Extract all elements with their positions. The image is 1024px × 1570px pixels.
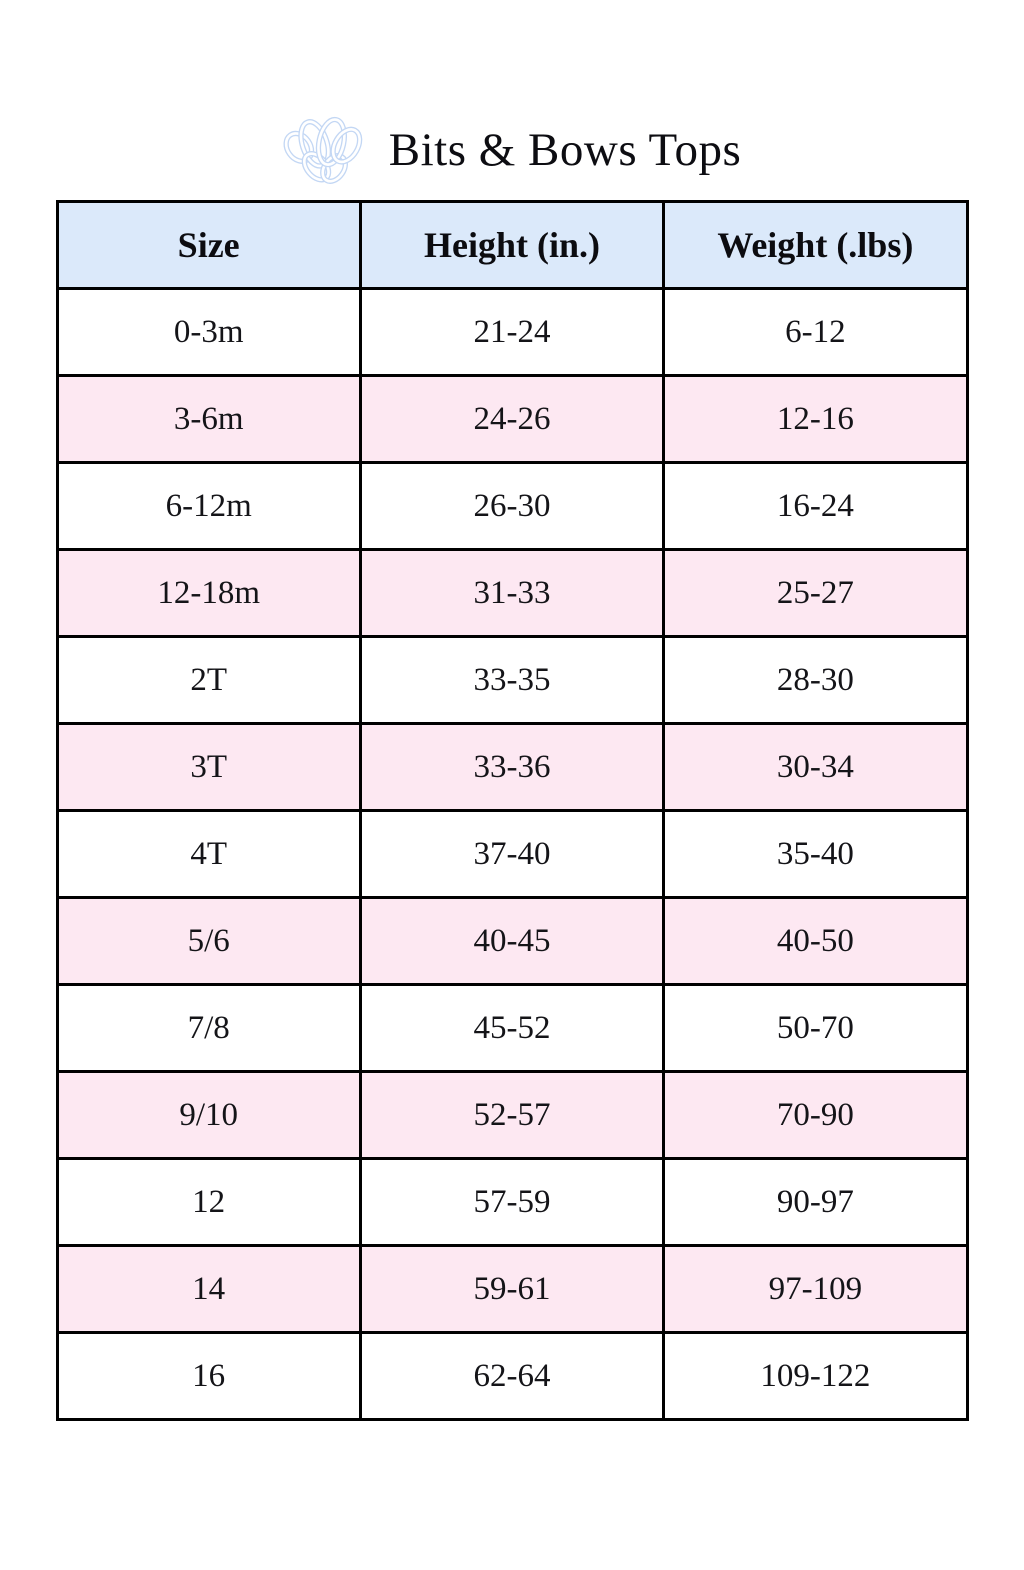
weight-cell: 97-109 bbox=[664, 1246, 967, 1333]
size-cell: 12-18m bbox=[57, 550, 360, 637]
size-cell: 12 bbox=[57, 1159, 360, 1246]
height-cell: 62-64 bbox=[360, 1333, 663, 1420]
header-row bbox=[57, 202, 967, 289]
size-cell: 2T bbox=[57, 637, 360, 724]
weight-cell: 90-97 bbox=[664, 1159, 967, 1246]
size-cell: 14 bbox=[57, 1246, 360, 1333]
height-cell: 59-61 bbox=[360, 1246, 663, 1333]
weight-cell: 50-70 bbox=[664, 985, 967, 1072]
height-cell: 33-35 bbox=[360, 637, 663, 724]
size-cell: 6-12m bbox=[57, 463, 360, 550]
table-row bbox=[57, 550, 967, 637]
size-cell: 16 bbox=[57, 1333, 360, 1420]
size-cell: 9/10 bbox=[57, 1072, 360, 1159]
weight-cell: 30-34 bbox=[664, 724, 967, 811]
table-row bbox=[57, 1159, 967, 1246]
weight-cell: 6-12 bbox=[664, 289, 967, 376]
size-cell: 4T bbox=[57, 811, 360, 898]
size-chart-table bbox=[56, 200, 969, 1421]
height-cell: 21-24 bbox=[360, 289, 663, 376]
weight-cell: 109-122 bbox=[664, 1333, 967, 1420]
column-header-size: Size bbox=[57, 202, 360, 289]
table-row bbox=[57, 811, 967, 898]
table-row bbox=[57, 898, 967, 985]
column-header-weight: Weight (.lbs) bbox=[664, 202, 967, 289]
weight-cell: 25-27 bbox=[664, 550, 967, 637]
weight-cell: 35-40 bbox=[664, 811, 967, 898]
weight-cell: 28-30 bbox=[664, 637, 967, 724]
column-header-height: Height (in.) bbox=[360, 202, 663, 289]
bow-monogram-icon bbox=[283, 109, 371, 191]
weight-cell: 16-24 bbox=[664, 463, 967, 550]
weight-cell: 12-16 bbox=[664, 376, 967, 463]
table-row bbox=[57, 289, 967, 376]
table-row bbox=[57, 637, 967, 724]
table-row bbox=[57, 463, 967, 550]
size-cell: 5/6 bbox=[57, 898, 360, 985]
height-cell: 37-40 bbox=[360, 811, 663, 898]
table-row bbox=[57, 985, 967, 1072]
brand-header bbox=[0, 108, 1024, 192]
table-row bbox=[57, 376, 967, 463]
size-cell: 3-6m bbox=[57, 376, 360, 463]
height-cell: 31-33 bbox=[360, 550, 663, 637]
height-cell: 57-59 bbox=[360, 1159, 663, 1246]
height-cell: 45-52 bbox=[360, 985, 663, 1072]
height-cell: 33-36 bbox=[360, 724, 663, 811]
weight-cell: 40-50 bbox=[664, 898, 967, 985]
height-cell: 24-26 bbox=[360, 376, 663, 463]
table-row bbox=[57, 724, 967, 811]
height-cell: 40-45 bbox=[360, 898, 663, 985]
height-cell: 52-57 bbox=[360, 1072, 663, 1159]
size-cell: 3T bbox=[57, 724, 360, 811]
table-row bbox=[57, 1246, 967, 1333]
size-cell: 0-3m bbox=[57, 289, 360, 376]
table-row bbox=[57, 1333, 967, 1420]
size-cell: 7/8 bbox=[57, 985, 360, 1072]
page-title: Bits & Bows Tops bbox=[388, 124, 742, 176]
table-row bbox=[57, 1072, 967, 1159]
weight-cell: 70-90 bbox=[664, 1072, 967, 1159]
height-cell: 26-30 bbox=[360, 463, 663, 550]
